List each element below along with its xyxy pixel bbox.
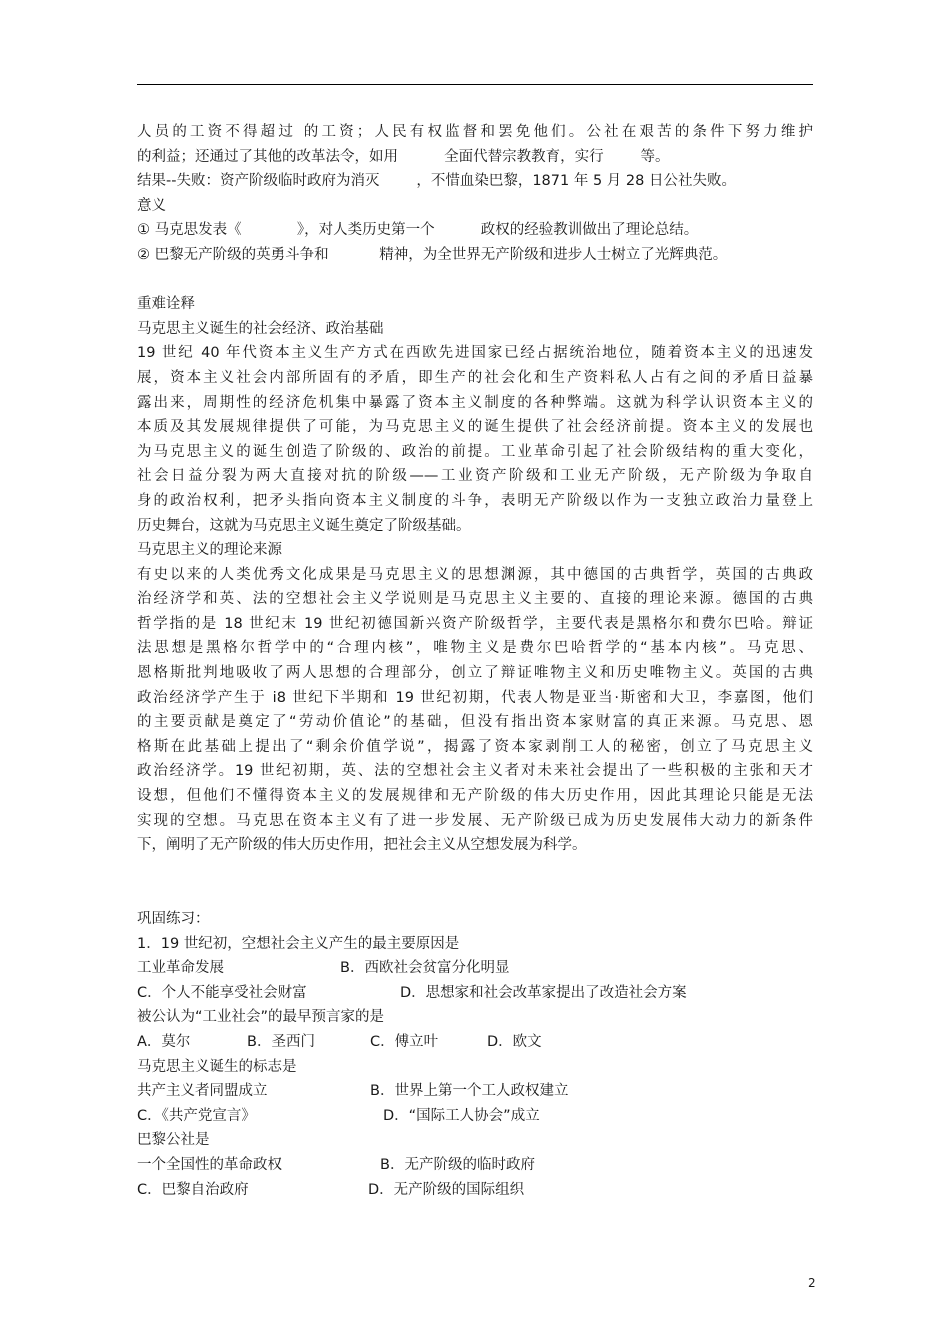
- paragraph-line: 下，阐明了无产阶级的伟大历史作用，把社会主义从空想发展为科学。: [137, 837, 587, 854]
- paragraph-line: 身的政治权利，把矛头指向资本主义制度的斗争，表明无产阶级以作为一支独立政治力量登上: [137, 492, 813, 509]
- header-rule: [137, 84, 813, 85]
- exercises-heading: 巩固练习：: [137, 911, 210, 927]
- spacer: [137, 882, 813, 907]
- paragraph-line: 格斯在此基础上提出了“剩余价值学说”，揭露了资本家剥削工人的秘密，创立了马克思主义: [137, 738, 813, 755]
- paragraph-line: 展，资本主义社会内部所固有的矛盾，即生产的社会化和生产资料私人占有之间的矛盾日益暴: [137, 369, 813, 386]
- option-d: D．欧文: [487, 1033, 542, 1050]
- paragraph-line: 法思想是黑格尔哲学中的“合理内核”，唯物主义是费尔巴哈哲学的“基本内核”。马克思、: [137, 640, 813, 657]
- option-a: A．莫尔: [137, 1033, 191, 1050]
- page-number: 2: [808, 1276, 816, 1290]
- subsection-title: 马克思主义的理论来源: [137, 542, 282, 559]
- paragraph-line: 实现的空想。马克思在资本主义有了进一步发展、无产阶级已成为历史发展伟大动力的新条件: [137, 812, 813, 829]
- question-stem: 被公认为“工业社会”的最早预言家的是: [137, 1009, 385, 1026]
- paragraph-line: 为马克思主义的诞生创造了阶级的、政治的前提。工业革命引起了社会阶级结构的重大变化，: [137, 443, 813, 460]
- paragraph-line: 哲学指的是 18 世纪末 19 世纪初德国新兴资产阶级哲学，主要代表是黑格尔和费尔巴哈。辩证: [137, 615, 813, 632]
- text-line: 结果--失败：资产阶级临时政府为消灭 ，不惜血染巴黎，1871 年 5 月 28 日公社失败。: [137, 173, 736, 190]
- option-a: 工业革命发展: [137, 960, 224, 977]
- section-heading: 重难诠释: [137, 296, 195, 313]
- paragraph-line: 治经济学和英、法的空想社会主义学说则是马克思主义主要的、直接的理论来源。德国的古典: [137, 591, 813, 608]
- paragraph-line: 有史以来的人类优秀文化成果是马克思主义的思想渊源，其中德国的古典哲学，英国的古典政: [137, 566, 813, 583]
- option-d: D．无产阶级的国际组织: [368, 1181, 525, 1198]
- option-b: B．无产阶级的临时政府: [380, 1156, 535, 1173]
- paragraph-line: 政治经济学产生于 i8 世纪下半期和 19 世纪初期，代表人物是亚当·斯密和大卫，李嘉图，他们: [137, 689, 813, 706]
- option-b: B．圣西门: [247, 1033, 315, 1050]
- option-c: C．《共产党宣言》: [137, 1107, 256, 1124]
- option-d: D．思想家和社会改革家提出了改造社会方案: [400, 984, 687, 1001]
- option-row: [137, 1030, 813, 1055]
- subsection-title: 马克思主义诞生的社会经济、政治基础: [137, 320, 384, 337]
- option-row: [137, 1178, 813, 1203]
- top-section: [137, 120, 813, 268]
- option-a: 一个全国性的革命政权: [137, 1156, 282, 1173]
- question-stem: 1．19 世纪初，空想社会主义产生的最主要原因是: [137, 935, 460, 952]
- paragraph-line: 的主要贡献是奠定了“劳动价值论”的基础，但没有指出资本家财富的真正来源。马克思、恩: [137, 714, 813, 731]
- paragraph-line: 露出来，周期性的经济危机集中暴露了资本主义制度的各种弊端。这就为科学认识资本主义的: [137, 394, 813, 411]
- option-a: 共产主义者同盟成立: [137, 1083, 268, 1100]
- option-c: C．个人不能享受社会财富: [137, 984, 307, 1001]
- text-line: 的利益；还通过了其他的改革法令，如用 全面代替宗教教育，实行 等。: [137, 148, 670, 165]
- text-line: 人员的工资不得超过 的工资；人民有权监督和罢免他们。公社在艰苦的条件下努力维护: [137, 124, 813, 140]
- question-stem: 马克思主义诞生的标志是: [137, 1058, 297, 1075]
- paragraph-line: 恩格斯批判地吸收了两人思想的合理部分，创立了辩证唯物主义和历史唯物主义。英国的古典: [137, 665, 813, 682]
- paragraph-line: 历史舞台，这就为马克思主义诞生奠定了阶级基础。: [137, 517, 471, 534]
- question-stem: 巴黎公社是: [137, 1132, 210, 1149]
- exercises-section: [137, 907, 813, 1202]
- paragraph-line: 本质及其发展规律提供了可能，为马克思主义的诞生提供了社会经济前提。资本主义的发展也: [137, 419, 813, 436]
- option-row: [137, 1104, 813, 1129]
- paragraph-line: 社会日益分裂为两大直接对抗的阶级——工业资产阶级和工业无产阶级，无产阶级为争取自: [137, 468, 813, 485]
- option-row: [137, 956, 813, 981]
- option-c: C．傅立叶: [370, 1033, 439, 1050]
- explanation-section: [137, 292, 813, 858]
- document-body: [137, 120, 813, 1202]
- option-row: [137, 1153, 813, 1178]
- option-d: D．“国际工人协会”成立: [383, 1107, 540, 1124]
- option-b: B．西欧社会贫富分化明显: [340, 960, 510, 977]
- option-b: B．世界上第一个工人政权建立: [370, 1083, 569, 1100]
- option-c: C．巴黎自治政府: [137, 1181, 249, 1198]
- paragraph-line: 设想，但他们不懂得资本主义的发展规律和无产阶级的伟大历史作用，因此其理论只能是无法: [137, 788, 813, 805]
- option-row: [137, 981, 813, 1006]
- paragraph-line: 19 世纪 40 年代资本主义生产方式在西欧先进国家已经占据统治地位，随着资本主义的迅速发: [137, 345, 813, 362]
- text-line: ① 马克思发表《 》，对人类历史第一个 政权的经验教训做出了理论总结。: [137, 222, 699, 239]
- text-line: 意义: [137, 197, 166, 214]
- option-row: [137, 1079, 813, 1104]
- spacer: [137, 268, 813, 293]
- text-line: ② 巴黎无产阶级的英勇斗争和 精神，为全世界无产阶级和进步人士树立了光辉典范。: [137, 246, 728, 263]
- paragraph-line: 政治经济学。19 世纪初期，英、法的空想社会主义者对未来社会提出了一些积极的主张和天才: [137, 763, 813, 780]
- spacer: [137, 858, 813, 883]
